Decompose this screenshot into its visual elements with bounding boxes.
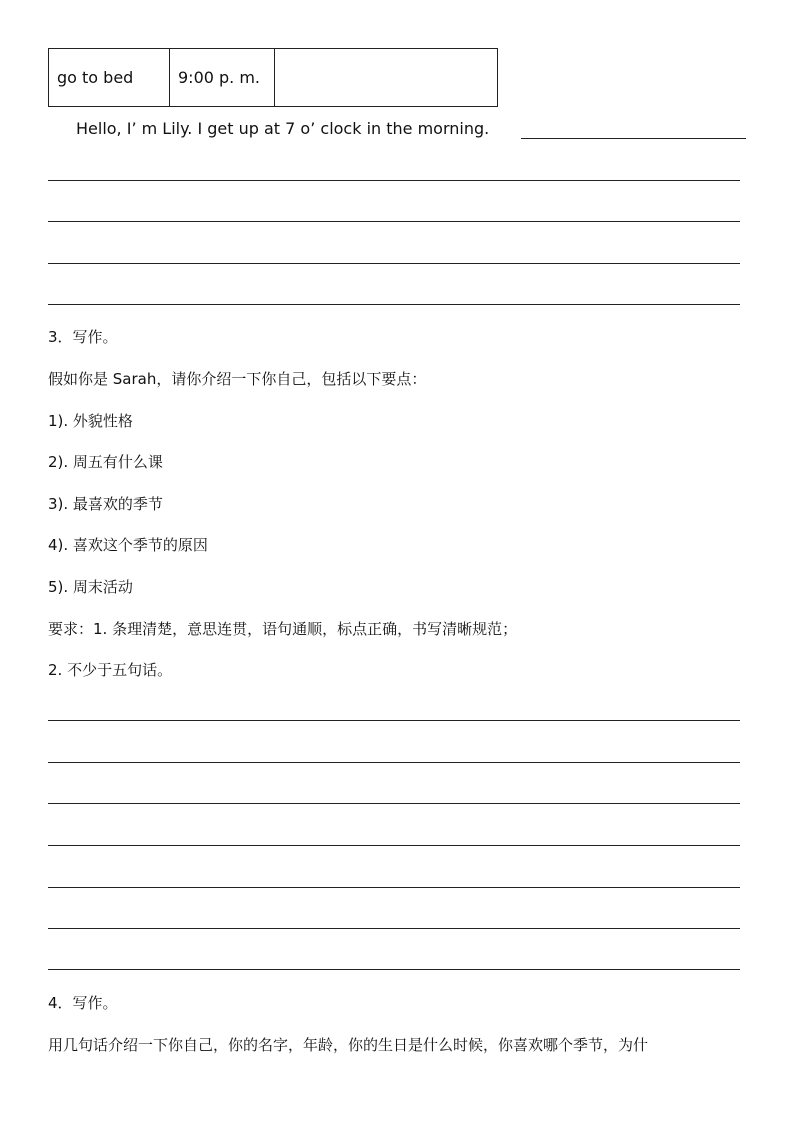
answer-line[interactable] xyxy=(48,969,740,970)
answer-line[interactable] xyxy=(48,720,740,721)
answer-line[interactable] xyxy=(48,928,740,929)
q4-heading: 4．写作。 xyxy=(48,994,118,1012)
q3-point: 1). 外貌性格 xyxy=(48,412,133,430)
q3-requirement: 2. 不少于五句话。 xyxy=(48,661,173,679)
q3-point: 5). 周末活动 xyxy=(48,578,133,596)
answer-line[interactable] xyxy=(48,221,740,222)
answer-line[interactable] xyxy=(48,304,740,305)
q3-heading: 3．写作。 xyxy=(48,328,118,346)
table-row xyxy=(49,49,498,107)
passage-text: Hello, I’ m Lily. I get up at 7 o’ clock in the morning. xyxy=(76,119,490,138)
activity-cell: go to bed xyxy=(49,49,170,107)
q3-requirement: 要求：1. 条理清楚，意思连贯，语句通顺，标点正确，书写清晰规范； xyxy=(48,620,518,638)
answer-line[interactable] xyxy=(48,887,740,888)
q3-point: 2). 周五有什么课 xyxy=(48,453,163,471)
answer-line[interactable] xyxy=(48,762,740,763)
answer-line[interactable] xyxy=(48,845,740,846)
schedule-table xyxy=(48,48,498,107)
answer-line[interactable] xyxy=(48,803,740,804)
q3-prompt: 假如你是 Sarah，请你介绍一下你自己，包括以下要点： xyxy=(48,370,427,388)
q4-prompt: 用几句话介绍一下你自己，你的名字，年龄，你的生日是什么时候，你喜欢哪个季节，为什 xyxy=(48,1036,649,1054)
blank-answer-cell[interactable] xyxy=(275,49,498,107)
q3-point: 4). 喜欢这个季节的原因 xyxy=(48,536,208,554)
answer-line[interactable] xyxy=(48,180,740,181)
q3-point: 3). 最喜欢的季节 xyxy=(48,495,163,513)
answer-line[interactable] xyxy=(48,263,740,264)
time-cell: 9:00 p. m. xyxy=(170,49,275,107)
inline-answer-line[interactable] xyxy=(521,138,746,139)
